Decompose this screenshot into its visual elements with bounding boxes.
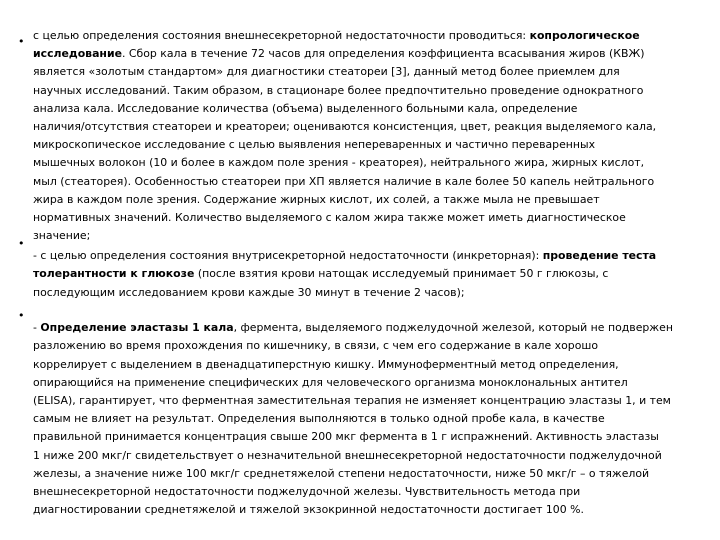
bold-text-run: исследование <box>33 47 122 61</box>
bullet-marker-3: • <box>18 309 25 322</box>
text-run: - <box>33 321 41 335</box>
text-run: нормативных значений. Количество выделяемого с калом жира также может иметь диагностическое <box>33 211 626 225</box>
text-run: , фермента, выделяемого поджелудочной железой, который не подвержен <box>233 321 673 335</box>
text-run: разложению во время прохождения по кишечнику, в связи, с чем его содержание в кале хорошо <box>33 339 598 353</box>
text-run: микроскопическое исследование с целью выявления непереваренных и частично переваренных <box>33 138 596 152</box>
text-run: анализа кала. Исследование количества (объема) выделенного больными кала, определение <box>33 101 578 115</box>
text-line <box>33 501 701 519</box>
text-line <box>33 465 701 483</box>
text-run: жира в каждом поле зрения. Содержание жирных кислот, их солей, а также мыла не превышает <box>33 192 600 206</box>
text-run: наличия/отсутствия стеатореи и креатореи; оцениваются консистенция, цвет, реакция выделяемого кала, <box>33 120 657 134</box>
text-run: железы, а значение ниже 100 мкг/г среднетяжелой степени недостаточности, ниже 50 мкг/г – о тяжелой <box>33 466 650 480</box>
text-line <box>33 392 701 410</box>
bold-text-run: толерантности к глюкозе <box>33 267 195 281</box>
text-line <box>33 447 701 465</box>
text-run: является «золотым стандартом» для диагностики стеатореи [3], данный метод более приемлем для <box>33 65 620 79</box>
text-line <box>33 191 701 209</box>
text-line <box>33 209 701 227</box>
text-run: последующим исследованием крови каждые 30 минут в течение 2 часов); <box>33 285 465 299</box>
text-line <box>33 173 701 191</box>
text-run: внешнесекреторной недостаточности поджелудочной железы. Чувствительность метода при <box>33 485 581 499</box>
text-run: опирающийся на применение специфических для человеческого организма моноклональных антител <box>33 375 628 389</box>
text-run: . Сбор кала в течение 72 часов для определения коэффициента всасывания жиров (КВЖ) <box>121 47 645 61</box>
text-run: значение; <box>33 229 91 243</box>
bold-text-run: Определение эластазы 1 кала <box>40 321 234 335</box>
text-line <box>33 410 701 428</box>
text-run: - с целью определения состояния внутрисекреторной недостаточности (инкреторная): <box>33 249 543 263</box>
text-line <box>33 27 701 45</box>
text-line <box>33 100 701 118</box>
text-run: правильной принимается концентрация свыше 200 мкг фермента в 1 г испражнений. Активность эластазы <box>33 430 659 444</box>
text-line <box>33 45 701 63</box>
text-run: (после взятия крови натощак исследуемый принимает 50 г глюкозы, с <box>194 267 609 281</box>
text-line <box>33 284 701 302</box>
text-line <box>33 319 701 337</box>
bold-text-run: копрологическое <box>529 29 640 42</box>
text-line <box>33 265 701 283</box>
text-run: мышечных волокон (10 и более в каждом поле зрения - креаторея), нейтрального жира, жирных кислот, <box>33 156 645 170</box>
text-line <box>33 82 701 100</box>
text-line <box>33 337 701 355</box>
bullet-text-elastase <box>33 301 701 519</box>
text-line <box>33 356 701 374</box>
bullet-marker-1: • <box>18 35 25 48</box>
bullet-text-coprology <box>33 27 701 245</box>
text-line <box>33 428 701 446</box>
text-line <box>33 247 701 265</box>
text-line <box>33 374 701 392</box>
bullet-marker-2: • <box>18 237 25 250</box>
text-run: мыл (стеаторея). Особенностью стеатореи при ХП является наличие в кале более 50 капель нейтрального <box>33 174 655 188</box>
text-line <box>33 118 701 136</box>
text-line <box>33 154 701 172</box>
text-line <box>33 136 701 154</box>
text-run: самым не влияет на результат. Определения выполняются в только одной пробе кала, в качестве <box>33 412 605 426</box>
text-run: 1 ниже 200 мкг/г свидетельствует о незначительной внешнесекреторной недостаточности поджелудочной <box>33 448 662 462</box>
text-run: коррелирует с выделением в двенадцатиперстную кишку. Иммуноферментный метод определения, <box>33 357 619 371</box>
text-line <box>33 301 701 319</box>
text-line <box>33 229 701 247</box>
text-line <box>33 483 701 501</box>
text-line <box>33 63 701 81</box>
bold-text-run: проведение теста <box>542 249 657 263</box>
text-run: (ELISA), гарантирует, что ферментная заместительная терапия не изменяет концентрацию эластазы 1, и тем <box>33 394 671 408</box>
bullet-text-glucose-test <box>33 229 701 302</box>
text-run: с целью определения состояния внешнесекреторной недостаточности проводиться: <box>33 29 530 42</box>
text-run: диагностировании среднетяжелой и тяжелой экзокринной недостаточности достигает 100 %. <box>33 503 584 517</box>
text-run: научных исследований. Таким образом, в стационаре более предпочтительно проведение однократного <box>33 83 644 97</box>
